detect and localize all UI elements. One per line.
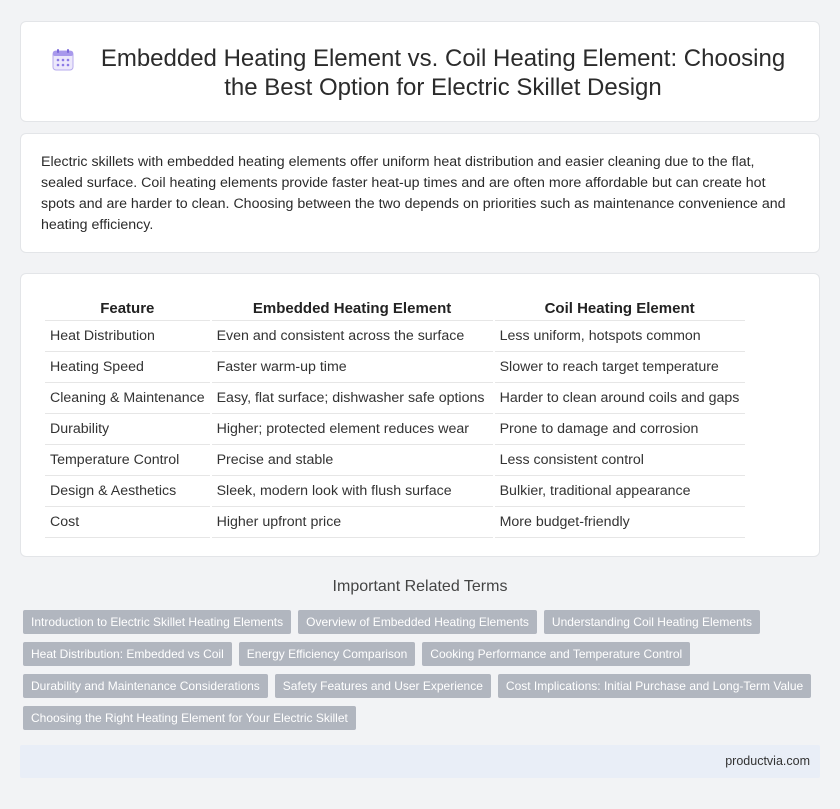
related-term-tag[interactable]: Understanding Coil Heating Elements	[544, 610, 760, 634]
embedded-cell: Faster warm-up time	[212, 352, 493, 383]
related-term-tag[interactable]: Heat Distribution: Embedded vs Coil	[23, 642, 232, 666]
coil-cell: Bulkier, traditional appearance	[495, 476, 745, 507]
calendar-grid-icon	[51, 48, 75, 72]
feature-cell: Heat Distribution	[45, 321, 210, 352]
feature-cell: Heating Speed	[45, 352, 210, 383]
title-wrap	[21, 22, 819, 102]
related-term-tag[interactable]: Choosing the Right Heating Element for Your Electric Skillet	[23, 706, 356, 730]
embedded-cell: Higher; protected element reduces wear	[212, 414, 493, 445]
table-header-row	[45, 295, 745, 321]
embedded-cell: Higher upfront price	[212, 507, 493, 538]
feature-cell: Cleaning & Maintenance	[45, 383, 210, 414]
header-feature: Feature	[45, 295, 210, 321]
table-row	[45, 321, 745, 352]
title-card	[20, 21, 820, 122]
table-row	[45, 352, 745, 383]
related-terms-heading: Important Related Terms	[332, 578, 508, 595]
footer-site-link[interactable]: productvia.com	[725, 754, 810, 768]
coil-cell: More budget-friendly	[495, 507, 745, 538]
intro-paragraph: Electric skillets with embedded heating elements offer uniform heat distribution and easier cleaning due to the flat, sealed surface. Coil heating elements provide faster heat-up times and are often more affordable but can create hot spots and are harder to clean. Choosing between the two depends on priorities such as maintenance convenience and heating efficiency.	[41, 154, 786, 233]
related-term-tag[interactable]: Cost Implications: Initial Purchase and Long-Term Value	[498, 674, 811, 698]
embedded-cell: Sleek, modern look with flush surface	[212, 476, 493, 507]
coil-cell: Prone to damage and corrosion	[495, 414, 745, 445]
embedded-cell: Easy, flat surface; dishwasher safe options	[212, 383, 493, 414]
table-row	[45, 414, 745, 445]
related-term-tag[interactable]: Cooking Performance and Temperature Control	[422, 642, 690, 666]
related-term-tag[interactable]: Energy Efficiency Comparison	[239, 642, 416, 666]
related-term-tag[interactable]: Durability and Maintenance Considerations	[23, 674, 268, 698]
feature-cell: Cost	[45, 507, 210, 538]
coil-cell: Slower to reach target temperature	[495, 352, 745, 383]
intro-card	[20, 133, 820, 253]
related-term-tag[interactable]: Overview of Embedded Heating Elements	[298, 610, 537, 634]
feature-cell: Durability	[45, 414, 210, 445]
table-row	[45, 507, 745, 538]
related-term-tag[interactable]: Safety Features and User Experience	[275, 674, 491, 698]
feature-cell: Temperature Control	[45, 445, 210, 476]
coil-cell: Harder to clean around coils and gaps	[495, 383, 745, 414]
table-row	[45, 445, 745, 476]
coil-cell: Less uniform, hotspots common	[495, 321, 745, 352]
comparison-table	[43, 295, 747, 538]
feature-cell: Design & Aesthetics	[45, 476, 210, 507]
comparison-card	[20, 273, 820, 557]
page-title: Embedded Heating Element vs. Coil Heating Element: Choosing the Best Option for Electric Skillet Design	[100, 45, 786, 101]
header-embedded: Embedded Heating Element	[212, 295, 493, 321]
footer	[20, 745, 820, 778]
table-row	[45, 383, 745, 414]
embedded-cell: Precise and stable	[212, 445, 493, 476]
related-term-tag[interactable]: Introduction to Electric Skillet Heating Elements	[23, 610, 291, 634]
header-coil: Coil Heating Element	[495, 295, 745, 321]
table-row	[45, 476, 745, 507]
coil-cell: Less consistent control	[495, 445, 745, 476]
embedded-cell: Even and consistent across the surface	[212, 321, 493, 352]
related-terms-list	[23, 610, 823, 730]
